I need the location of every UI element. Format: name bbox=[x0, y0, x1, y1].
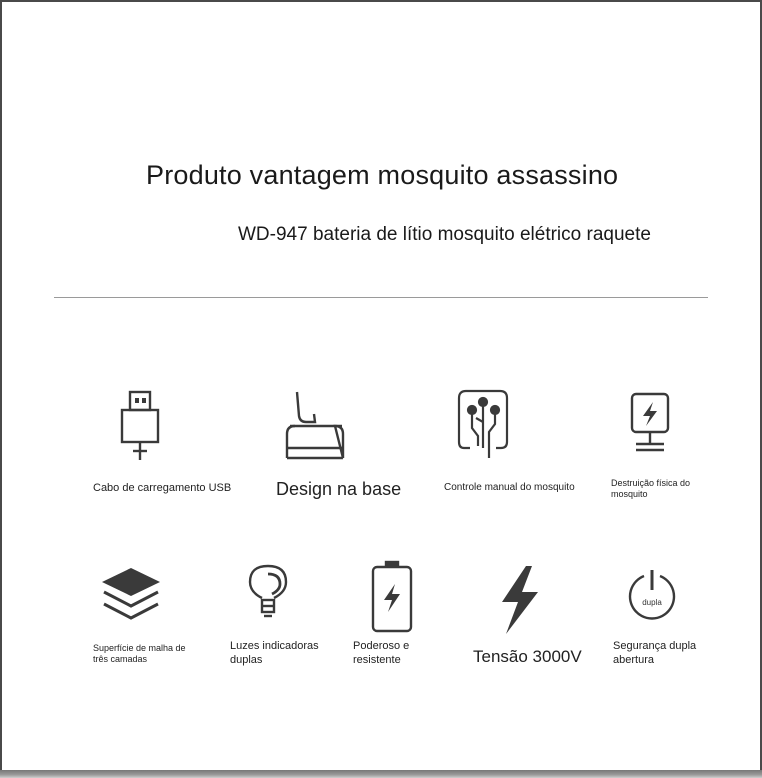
page-subtitle: WD-947 bateria de lítio mosquito elétrico raquete bbox=[238, 224, 651, 245]
feature-label: Poderoso e resistente bbox=[353, 640, 410, 666]
battery-charging-icon bbox=[370, 560, 414, 634]
lightning-plug-icon bbox=[628, 392, 674, 458]
divider bbox=[54, 297, 708, 298]
feature-label: Destruição física do mosquito bbox=[611, 478, 691, 500]
light-bulb-icon bbox=[248, 564, 292, 624]
feature-label: Luzes indicadoras duplas bbox=[230, 640, 319, 666]
feature-label: Controle manual do mosquito bbox=[444, 482, 575, 493]
feature-label: Design na base bbox=[276, 479, 402, 499]
lightning-bolt-icon bbox=[498, 564, 542, 636]
page-title: Produto vantagem mosquito assassino bbox=[146, 160, 619, 190]
base-stand-icon bbox=[285, 390, 345, 462]
bottom-shadow bbox=[0, 770, 762, 778]
icon-caption: dupla bbox=[642, 598, 662, 607]
usb-cable-icon bbox=[118, 390, 162, 462]
feature-label: Cabo de carregamento USB bbox=[93, 482, 232, 494]
power-button-icon bbox=[625, 568, 679, 622]
feature-label: Tensão 3000V bbox=[473, 647, 582, 666]
feature-label: Segurança dupla abertura bbox=[613, 640, 697, 666]
feature-label: Superfície de malha de três camadas bbox=[93, 643, 186, 665]
layers-icon bbox=[100, 566, 162, 628]
circuit-control-icon bbox=[456, 388, 510, 462]
